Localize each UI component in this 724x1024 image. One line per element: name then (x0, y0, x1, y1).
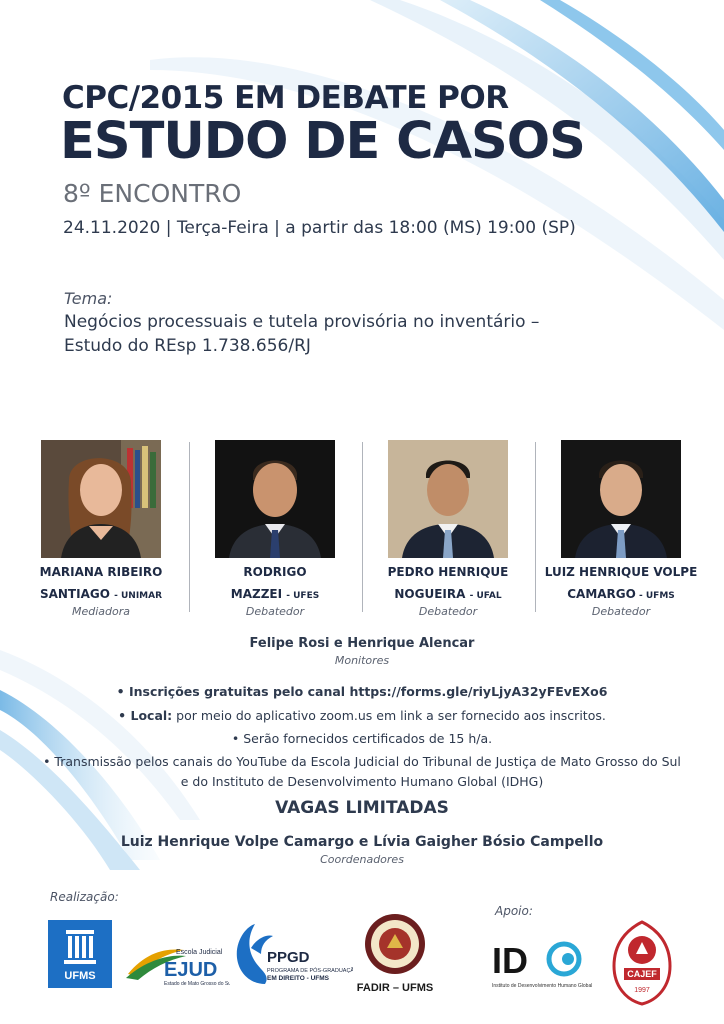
speaker-role: Debatedor (418, 605, 478, 618)
ejud-sub-text: Estado de Mato Grosso do Sul (164, 981, 230, 987)
inscricoes-line: • Inscrições gratuitas pelo canal https://forms.gle/riyLjyA32yFEvEXo6 (116, 684, 608, 699)
ppgd-text: PPGD (267, 949, 310, 966)
speaker-photo (388, 440, 508, 558)
ppgd-logo (233, 918, 353, 990)
speaker-name-line-2: CAMARGO (567, 587, 636, 601)
title-line-2: ESTUDO DE CASOS (60, 112, 585, 171)
fadir-logo-text: FADIR – UFMS (356, 982, 434, 994)
speaker-name-line-1: RODRIGO (243, 565, 307, 579)
cajef-year-text: 1997 (634, 987, 650, 994)
divider (189, 442, 190, 612)
idhg-text: ID (492, 940, 528, 981)
speaker-role: Debatedor (591, 605, 651, 618)
speaker-name-line-2: MAZZEI (230, 587, 283, 601)
ejud-text: EJUD (164, 959, 218, 981)
local-line (0, 708, 724, 723)
fadir-seal-icon (355, 912, 435, 978)
vagas-limitadas: VAGAS LIMITADAS (275, 798, 449, 818)
fadir-logo (355, 912, 435, 994)
local-text: por meio do aplicativo zoom.us em link a ser fornecido aos inscritos. (172, 708, 606, 723)
speaker-institution: - UFES (286, 591, 320, 601)
speaker-card (17, 440, 185, 618)
transmissao-line-1: • Transmissão pelos canais do YouTube da Escola Judicial do Tribunal de Justiça de Mato Grosso do Sul (43, 754, 681, 769)
local-label: • Local: (118, 708, 173, 723)
speaker-role: Mediadora (71, 605, 130, 618)
coordinators-role: Coordenadores (320, 853, 404, 866)
ufms-logo-text: UFMS (64, 970, 96, 982)
cajef-logo (612, 920, 672, 1006)
speaker-institution: - UFAL (469, 591, 502, 601)
divider (535, 442, 536, 612)
title-line-1: CPC/2015 EM DEBATE POR (62, 80, 509, 116)
speaker-photo (41, 440, 161, 558)
cajef-text: CAJEF (627, 969, 657, 979)
transmissao-line-2: e do Instituto de Desenvolvimento Humano Global (IDHG) (180, 774, 544, 789)
speaker-photo (561, 440, 681, 558)
monitors-role: Monitores (334, 654, 390, 667)
speaker-institution: - UNIMAR (114, 591, 163, 601)
encontro-label: 8º ENCONTRO (63, 179, 242, 208)
ejud-logo (126, 944, 230, 988)
tema-line-1: Negócios processuais e tutela provisória no inventário – (64, 312, 540, 332)
divider (362, 442, 363, 612)
speaker-role: Debatedor (245, 605, 305, 618)
tema-line-2: Estudo do REsp 1.738.656/RJ (64, 336, 311, 356)
speaker-name-line-1: PEDRO HENRIQUE (387, 565, 509, 579)
idhg-sub-text: Instituto de Desenvolvimento Humano Global (492, 983, 592, 989)
speaker-name-line-1: LUIZ HENRIQUE VOLPE (544, 565, 698, 579)
certificados-line: • Serão fornecidos certificados de 15 h/a. (231, 731, 493, 746)
speaker-card (191, 440, 359, 618)
speaker-institution: - UFMS (635, 591, 675, 601)
ufms-logo (48, 920, 112, 988)
apoio-label: Apoio: (495, 904, 533, 918)
speaker-card (364, 440, 532, 618)
ejud-top-text: Escola Judicial (176, 949, 223, 956)
speaker-name-line-2: NOGUEIRA (394, 587, 466, 601)
speaker-name-line-2: SANTIAGO (39, 587, 110, 601)
realizacao-label: Realização: (50, 890, 119, 904)
speaker-photo (215, 440, 335, 558)
tema-label: Tema: (64, 289, 113, 308)
speaker-name-line-1: MARIANA RIBEIRO (39, 565, 163, 579)
coordinators-names: Luiz Henrique Volpe Camargo e Lívia Gaigher Bósio Campello (120, 834, 604, 850)
speaker-card (537, 440, 705, 618)
monitors-names: Felipe Rosi e Henrique Alencar (249, 636, 475, 651)
date-line: 24.11.2020 | Terça-Feira | a partir das 18:00 (MS) 19:00 (SP) (63, 218, 576, 238)
ppgd-sub-text-1: PROGRAMA DE PÓS-GRADUAÇÃO (267, 968, 353, 974)
ufms-emblem-icon (48, 920, 112, 970)
idhg-logo (492, 935, 592, 991)
ppgd-sub-text-2: EM DIREITO - UFMS (267, 975, 329, 982)
